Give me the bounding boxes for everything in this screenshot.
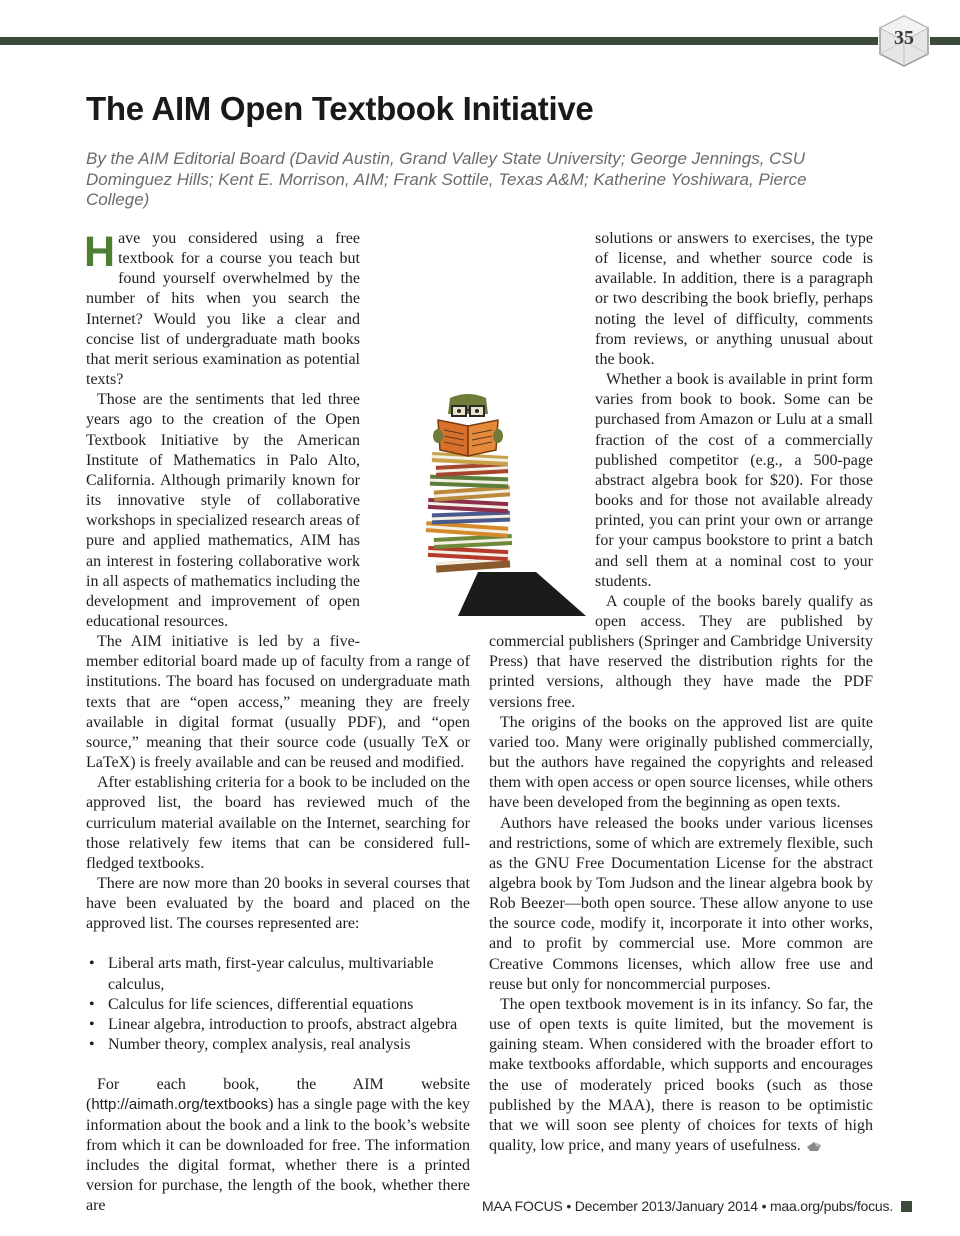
drop-cap: H xyxy=(84,228,116,276)
right-column xyxy=(489,229,873,1156)
aim-textbooks-link[interactable]: http://aimath.org/textbooks xyxy=(91,1096,269,1114)
list-item: • Number theory, complex analysis, real analysis xyxy=(89,1036,411,1054)
page-number: 35 xyxy=(894,27,914,49)
footer-square-icon xyxy=(901,1201,912,1212)
left-column xyxy=(86,229,470,1216)
list-item: • Linear algebra, introduction to proofs, abstract algebra xyxy=(89,1015,458,1033)
paragraph-origin: Those are the sentiments that led three years ago to the creation of the Open Textbook Initiative by the American Institute of Mathematics in Palo Alto, California. Although primarily known for its innovative style of collaborative workshops in specialized research areas of pure and applied mathematics, AIM has an interest in fostering collaborative work in all aspects of mathematics including the development and improvement of open educational resources. xyxy=(86,391,360,630)
paragraph-continued: solutions or answers to exercises, the type of license, and whether source code is available. In addition, there is a paragraph or two describing the book briefly, perhaps noting the level of difficulty, comments from reviews, or anything unusual about the book. xyxy=(595,230,873,368)
list-item: • Liberal arts math, first-year calculus, multivariable calculus, xyxy=(89,955,434,993)
list-item: • Calculus for life sciences, differential equations xyxy=(89,995,414,1013)
page-footer: MAA FOCUS • December 2013/January 2014 • maa.org/pubs/focus. xyxy=(482,1198,912,1214)
paragraph-website: For each book, the AIM website (http://aimath.org/textbooks) has a single page with the key information about the book and a link to the book’s website from which it can be downloaded for free. The information includes the digital format, whether there is a printed version for purchase, the length of the book, whether there are xyxy=(86,1076,470,1215)
paragraph-origins: The origins of the books on the approved list are quite varied too. Many were originally published commercially, but the authors have regained the copyrights and released them with open access or open source licenses, while others have been developed from the beginning as open texts. xyxy=(489,713,873,812)
reader-on-book-stack-illustration xyxy=(418,392,588,620)
intro-paragraph: Have you considered using a free textbook for a course you teach but found yourself overwhelmed by the number of hits when you search the Internet? Would you like a clear and concise list of undergraduate math books that merit serious examination as potential texts? xyxy=(84,228,360,389)
maa-end-mark-icon xyxy=(805,1139,823,1153)
article-title: The AIM Open Textbook Initiative xyxy=(86,90,594,127)
paragraph-editorial-board: The AIM initiative is led by a five-member editorial board made up of faculty from a range of institutions. The board has focused on undergraduate math texts that are “open access,” meaning they are freely available in digital format (usually PDF), and “open source,” meaning that their source code (usually TeX or LaTeX) is freely available and can be reused and modified. xyxy=(86,633,470,772)
paragraph-open-access: A couple of the books barely qualify as open access. They are published by commercial publishers (Springer and Cambridge University Press) that have reserved the distribution rights for the printed versions, although they have made the PDF versions free. xyxy=(489,592,873,711)
paragraph-criteria: After establishing criteria for a book to be included on the approved list, the board has reviewed much of the curriculum material available on the Internet, searching for those relatively few items that can be considered full-fledged textbooks. xyxy=(86,774,470,872)
header-rule-right xyxy=(930,37,960,45)
paragraph-conclusion: The open textbook movement is in its infancy. So far, the use of open texts is quite limited, but the movement is gaining steam. When considered with the broader effort to make textbooks affordable, which supports and encourages the use of moderately priced books (such as those published by the MAA), there is reason to be optimistic that we will soon see plenty of choices for texts of high quality, low price, and many years of usefulness. xyxy=(489,995,873,1155)
paragraph-approved-list: There are now more than 20 books in several courses that have been evaluated by the board and placed on the approved list. The courses represented are: xyxy=(86,875,470,933)
header-rule xyxy=(0,37,878,45)
paragraph-print-form: Whether a book is available in print form varies from book to book. Some can be purchased from Amazon or Lulu at a small fraction of the cost of a commercially published competitor (e.g., a 500-page abstract algebra book for $20). For those books and for those not available already printed, you can print your own or arrange for your campus bookstore to print a batch and sell them at a nominal cost to your students. xyxy=(595,371,873,590)
course-list xyxy=(86,954,470,1055)
paragraph-licenses: Authors have released the books under various licenses and restrictions, some of which are extremely flexible, such as the GNU Free Documentation License for the abstract algebra book by Tom Judson and the linear algebra book by Rob Beezer—both open source. These allow anyone to use the source code, modify it, incorporate it into other works, and to profit by commercial use. More common are Creative Commons licenses, which allow free use and reuse but only for noncommercial purposes. xyxy=(489,814,873,993)
article-byline: By the AIM Editorial Board (David Austin, Grand Valley State University; George Jennings, CSU Dominguez Hills; Kent E. Morrison, AIM; Frank Sottile, Texas A&M; Katherine Yoshiwara, Pierce College) xyxy=(86,149,807,209)
